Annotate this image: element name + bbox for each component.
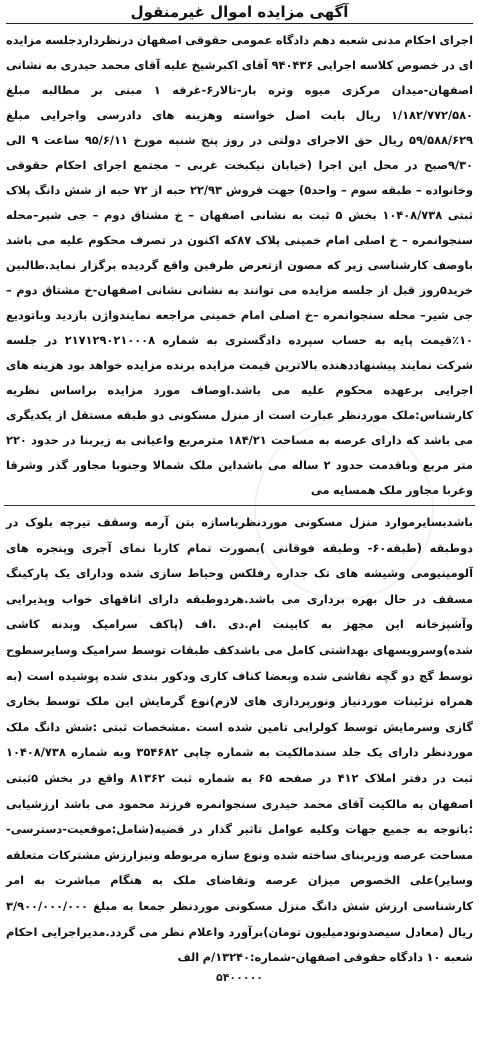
section-divider [4, 505, 475, 506]
notice-title: آگهی مزایده اموال غیرمنقول [6, 0, 473, 24]
notice-paragraph-2: باشدبسایرموارد منزل مسکونی موردنظرباسازه بتن آرمه وسقف تیرچه بلوک در دوطبقه (طبقه۶۰- وطبقه فوقانی )بصورت تمام کاربا نمای آجری وپنجره های آلومینیومی وشیشه های تک جداره رفلکس وحیاط سازی شده ودارای یک پارکینگ مسقف در حال بهره برداری می باشد.هردوطبقه دارای اتاقهای خواب وپذیرایی وآشپزخانه این مجهز به کابینت ام.دی .اف (پاکف سرامیک وبدنه کاشی شده)وسرویسهای بهداشتی کامل می باشدکف طبقات توسط سرامیک وسایرسطوح توسط گچ دو گچه نقاشی شده وبعضا کناف کاری ودکور بندی شده پوشیده است (به همراه تزئینات موردنیاز ونورپردازی های لازم)نوع گرمایش این ملک توسط بخاری گازی وسرمایش توسط کولرابی تامین شده است .مشخصات ثبتی :شش دانگ ملک موردنظر دارای یک جلد سندمالکیت به شماره چاپی ۳۵۴۶۸۲ وبه شماره ۱۰۴۰۸/۷۳۸ ثبت در دفتر املاک ۴۱۲ در صفحه ۶۵ به شماره ثبت ۸۱۳۶۲ واقع در بخش ۵ثبتی اصفهان به مالکیت آقای محمد حیدری سنجوانمره فرزند محمود می باشد ارزشیابی :باتوجه به جمیع جهات وکلیه عوامل تاثیر گذار در قضیه(شامل:موقعیت-دسترسی-مساحت عرصه وزیربنای ساخته شده ونوع سازه مربوطه ونیزارزش مشترکات متعلقه وسایر)علی الخصوص میزان عرصه وتقاضای ملک به هنگام مباشرت به امر کارشناسی ارزش شش دانگ منزل مسکونی موردنظر جمعا به مبلغ ۳/۹۰۰/۰۰۰/۰۰۰ ریال (معادل سیصدونودمیلیون تومان)برآورد واعلام نظر می گردد.مدیراجرایی احکام شعبه ۱۰ دادگاه حقوقی اصفهان-شماره:۱۳۲۴۰/م الف [6, 515, 474, 965]
cut-off-footer-text: ۵۴۰۰۰۰۰ [216, 970, 263, 981]
notice-paragraph-1: اجرای احکام مدنی شعبه دهم دادگاه عمومی حقوقی اصفهان درنظرداردجلسه مزایده ای در خصوص کلاسه اجرایی ۹۴۰۴۳۶ آقای اکبرشیخ علیه آقای محمد حیدری به نشانی اصفهان-میدان مرکزی میوه وتره بار-تالار۶-غرفه ۱ مبنی بر مطالبه مبلغ ۱/۱۸۲/۷۷۲/۵۸۰ ریال بابت اصل خواسته وهزینه های دادرسی واجرایی مبلغ ۵۹/۵۸۸/۶۲۹ ریال حق الاجرای دولتی در روز پنج شنبه مورخ ۹۵/۶/۱۱ ساعت ۹ الی ۹/۳۰صبح در محل این اجرا (خیابان نیکبخت غربی – مجتمع اجرای احکام حقوقی وخانواده – طبقه سوم – واحد۵) جهت فروش ۲۲/۹۳ حبه از ۷۲ حبه از شش دانگ پلاک ثبتی ۱۰۴۰۸/۷۳۸ بخش ۵ ثبت به نشانی اصفهان – خ مشتاق دوم – جی شیر–محله سنجوانمره – خ اصلی امام خمینی پلاک ۸۷که اکنون در تصرف محکوم علیه می باشد باوصف کارشناسی زیر که مصون ازتعرض طرفین واقع گردیده برگزار نماید.طالبین خرید۵روز قبل از جلسه مزایده می توانند به نشانی نشانی اصفهان-خ مشتاق دوم – جی شیر– محله سنجوانمره –خ اصلی امام خمینی مراجعه نمایندواژن بازدید وباتودیع ۱۰٪قیمت پایه به حساب سپرده دادگستری به شماره ۲۱۷۱۲۹۰۲۱۰۰۰۸ در جلسه شرکت نمایند پیشنهاددهنده بالاترین قیمت مزایده برنده مزایده خواهد بود هزینه های اجرایی برعهده محکوم علیه می باشد.اوصاف مورد مزایده براساس نظریه کارشناس:ملک موردنظر عبارت است از منزل مسکونی دو طبقه مستقل از یکدیگری می باشد که دارای عرصه به مساحت ۱۸۴/۲۱ مترمربع واعیانی به زیربنا در حدود ۲۲۰ متر مربع وباقدمت حدود ۲ ساله می باشداین ملک شمالا وجنوبا مجاور گذر وشرقا وغربا مجاور ملک همسایه می [6, 33, 473, 497]
auction-notice [4, 0, 475, 1059]
